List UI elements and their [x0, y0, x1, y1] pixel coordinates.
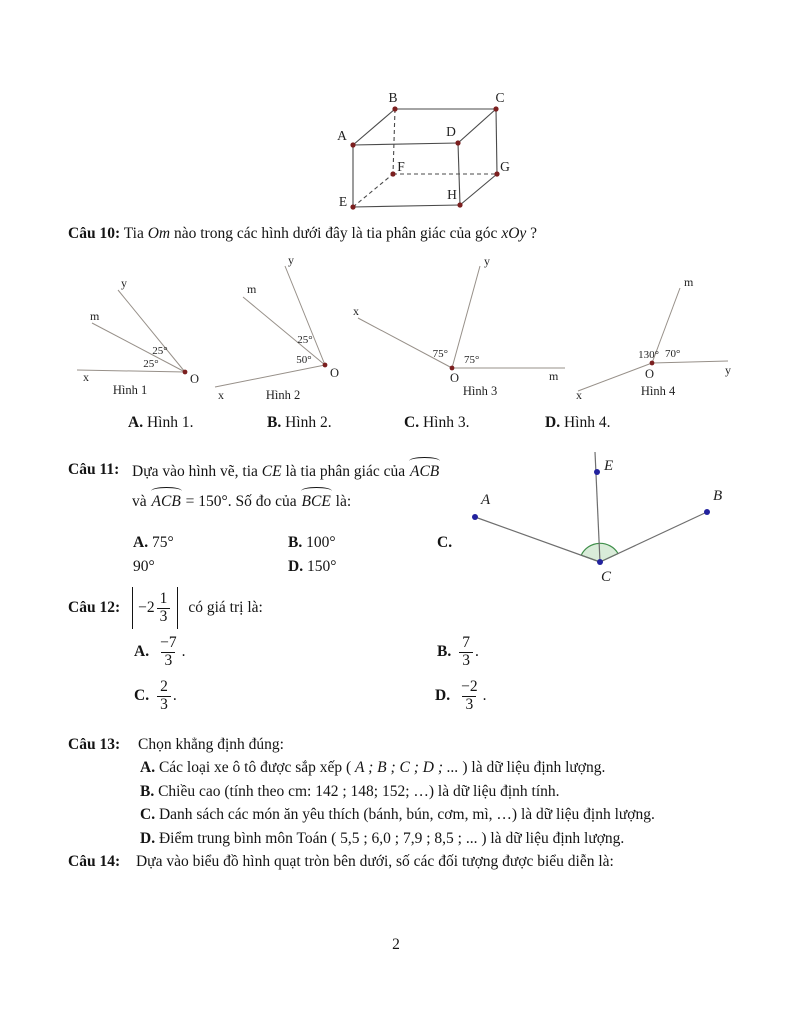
q11-text-3: và	[132, 493, 147, 510]
label-O: O	[330, 366, 340, 380]
angle-label-1: 130°	[638, 349, 659, 361]
q11-text-5: . Số đo của	[227, 493, 297, 510]
edge-EF-dashed	[353, 174, 393, 207]
option-fraction	[458, 679, 481, 713]
option-period: .	[474, 643, 479, 660]
question-10-var-xoy: xOy	[501, 225, 527, 242]
q11-option-d	[288, 558, 336, 576]
question-10-label: Câu 10:	[68, 225, 121, 242]
option-text: Chiều cao (tính theo cm: 142 ; 148; 152; …) là dữ liệu định tính.	[158, 783, 560, 800]
question-13-title: Chọn khẳng định đúng:	[137, 736, 284, 753]
label-y: y	[725, 363, 731, 377]
vertex-O-dot	[183, 370, 188, 375]
fraction-denominator: 3	[157, 696, 171, 714]
q11-text-2: là tia phân giác của	[285, 463, 406, 480]
label-y: y	[288, 253, 294, 267]
edge-DA	[353, 143, 458, 145]
option-text: Hình 3.	[422, 414, 470, 431]
question-14-text: Dựa vào biểu đồ hình quạt tròn bên dưới, số các đối tượng được biểu diễn là:	[135, 853, 614, 870]
question-12-label: Câu 12:	[68, 599, 121, 616]
option-text: Danh sách các món ăn yêu thích (bánh, bún, cơm, mì, …) là dữ liệu định lượng.	[158, 806, 655, 823]
fraction-numerator: −7	[160, 633, 177, 651]
ray-y	[652, 361, 728, 363]
option-key: D.	[435, 687, 451, 704]
option-key: C.	[404, 414, 420, 431]
label-O: O	[645, 367, 655, 381]
option-key: B.	[437, 643, 452, 660]
mixed-number-integer: −2	[138, 599, 155, 616]
question-10	[68, 225, 748, 243]
q11-var-acb-2: ACB	[151, 493, 181, 510]
q13-option-b	[140, 783, 750, 801]
option-text: Hình 2.	[285, 414, 332, 431]
question-12	[68, 586, 263, 630]
q11-option-c-key	[437, 534, 452, 552]
option-period: .	[181, 643, 186, 660]
ray-y	[452, 266, 480, 368]
option-fraction	[157, 635, 180, 669]
figure-hinh-2	[213, 253, 351, 405]
q13-option-c	[140, 806, 750, 824]
edge-BF-dashed	[393, 109, 395, 174]
vertex-O-dot	[450, 366, 455, 371]
page-number: 2	[392, 936, 400, 953]
vertex-label-A: A	[337, 128, 347, 143]
question-11-line-1	[132, 461, 462, 481]
edge-EH	[353, 205, 460, 207]
option-period: .	[172, 687, 177, 704]
question-10-text-3: ?	[530, 225, 538, 242]
segment-CA	[475, 517, 600, 562]
q11-var-ce: CE	[261, 463, 282, 480]
edge-CD	[458, 109, 496, 143]
q12-option-a	[134, 632, 185, 672]
ray-x	[358, 318, 452, 368]
vertex-label-E: E	[338, 194, 348, 209]
figure-caption: Hình 2	[265, 388, 301, 402]
label-x: x	[218, 388, 224, 402]
point-label-C: C	[601, 569, 612, 585]
vertex-label-F: F	[397, 159, 405, 174]
option-text: Các loại xe ô tô được sắp xếp (	[158, 759, 352, 776]
edge-HG	[460, 174, 497, 205]
label-x: x	[576, 388, 582, 400]
q11-text-4: = 150°	[185, 493, 228, 510]
option-key: B.	[267, 414, 282, 431]
angle-label-1: 25°	[152, 345, 168, 357]
label-x: x	[353, 304, 359, 318]
option-key: B.	[288, 534, 303, 551]
q12-option-d	[435, 676, 486, 716]
segment-CB	[600, 512, 707, 562]
figure-caption: Hình 3	[462, 384, 498, 398]
point-label-A: A	[481, 492, 491, 508]
box-3d-figure	[333, 86, 521, 220]
option-text: 75°	[151, 534, 174, 551]
ray-y	[285, 266, 325, 365]
q11-text-6: là:	[335, 493, 352, 510]
answer-option-b	[267, 414, 332, 432]
point-label-B: B	[713, 488, 723, 504]
fraction-denominator: 3	[459, 652, 473, 670]
vertex-O-dot	[323, 363, 328, 368]
question-14	[68, 853, 748, 871]
label-O: O	[450, 371, 460, 385]
option-key: D.	[288, 558, 304, 575]
option-text: Hình 4.	[563, 414, 611, 431]
vertex-label-H: H	[447, 187, 457, 202]
option-key: A.	[134, 643, 150, 660]
figure-angle-ACB	[460, 448, 750, 588]
q13-option-d	[140, 830, 750, 848]
option-text: Hình 1.	[146, 414, 194, 431]
fraction-denominator: 3	[462, 696, 476, 714]
figure-hinh-4	[573, 256, 741, 400]
option-key: A.	[128, 414, 144, 431]
vertex-label-G: G	[500, 159, 510, 174]
fraction-numerator: 1	[159, 589, 168, 607]
label-m: m	[90, 309, 100, 323]
fraction-numerator: −2	[461, 677, 478, 695]
q11-option-c-value	[133, 558, 155, 576]
option-key: A.	[133, 534, 149, 551]
vertex-O-dot	[650, 361, 655, 366]
question-10-text-1: Tia	[123, 225, 144, 242]
option-key: C.	[134, 687, 150, 704]
q11-text-1: Dựa vào hình vẽ, tia	[132, 463, 258, 480]
option-key: C.	[140, 806, 156, 823]
option-key: A.	[140, 759, 156, 776]
fraction-numerator: 7	[462, 633, 470, 651]
vertex-label-D: D	[446, 124, 456, 139]
vertex-dots	[350, 106, 499, 209]
question-13-label: Câu 13:	[68, 736, 121, 753]
angle-label-1: 25°	[297, 334, 313, 346]
absolute-value-expression	[132, 587, 178, 629]
q12-option-b	[437, 632, 479, 672]
angle-label-2: 70°	[665, 348, 681, 360]
angle-label-2: 75°	[464, 354, 480, 366]
option-text: 100°	[306, 534, 336, 551]
option-text: 150°	[306, 558, 337, 575]
option-key: C.	[437, 534, 453, 551]
question-14-label: Câu 14:	[68, 853, 121, 870]
angle-label-2: 50°	[296, 354, 312, 366]
option-text: Điểm trung bình môn Toán ( 5,5 ; 6,0 ; 7,9 ; 8,5 ; ... ) là dữ liệu định lượng.	[158, 830, 625, 847]
angle-label-1: 75°	[432, 348, 448, 360]
question-11-label: Câu 11:	[68, 461, 120, 478]
q13-option-a	[140, 759, 750, 777]
fraction-denominator: 3	[161, 652, 175, 670]
question-12-text: có giá trị là:	[188, 599, 263, 616]
label-O: O	[190, 372, 200, 386]
figure-caption: Hình 1	[112, 383, 148, 397]
answer-option-c	[404, 414, 469, 432]
fraction-denominator: 3	[157, 608, 171, 626]
q11-option-b	[288, 534, 336, 552]
answer-option-d	[545, 414, 610, 432]
answer-option-a	[128, 414, 193, 432]
vertex-label-C: C	[495, 90, 505, 105]
ray-x	[215, 365, 325, 387]
edge-AB	[353, 109, 395, 145]
edge-CG	[496, 109, 497, 174]
angle-label-2: 25°	[143, 358, 159, 370]
option-key: D.	[545, 414, 561, 431]
question-11-label-wrap	[68, 461, 119, 479]
q11-var-bce: BCE	[301, 493, 331, 510]
point-label-E: E	[604, 458, 614, 474]
q12-option-c	[134, 676, 177, 716]
option-period: .	[482, 687, 487, 704]
label-y: y	[484, 254, 490, 268]
figure-hinh-3	[351, 253, 573, 405]
label-m: m	[247, 282, 257, 296]
figure-hinh-1	[63, 256, 211, 402]
label-m: m	[684, 275, 694, 289]
question-10-var-om: Om	[147, 225, 171, 242]
option-fraction	[459, 635, 473, 669]
ray-m	[92, 323, 185, 372]
label-x: x	[83, 370, 89, 384]
vertex-label-B: B	[388, 90, 398, 105]
question-11-line-2	[132, 491, 462, 511]
figure-caption: Hình 4	[640, 384, 676, 398]
option-fraction	[157, 679, 171, 713]
label-y: y	[121, 276, 127, 290]
question-10-text-2: nào trong các hình dưới đây là tia phân giác của góc	[173, 225, 498, 242]
option-text: 90°	[133, 558, 155, 575]
option-key: D.	[140, 830, 156, 847]
ray-x	[77, 370, 185, 372]
ray-m	[243, 297, 325, 365]
q11-option-a	[133, 534, 174, 552]
option-text-end: ) là dữ liệu định lượng.	[462, 759, 606, 776]
option-key: B.	[140, 783, 155, 800]
mixed-number-fraction	[157, 591, 171, 625]
question-13	[68, 736, 284, 754]
fraction-numerator: 2	[160, 677, 168, 695]
label-m: m	[549, 369, 559, 383]
q11-var-acb: ACB	[410, 463, 440, 480]
option-math-list: A ; B ; C ; D ; ...	[355, 759, 459, 776]
